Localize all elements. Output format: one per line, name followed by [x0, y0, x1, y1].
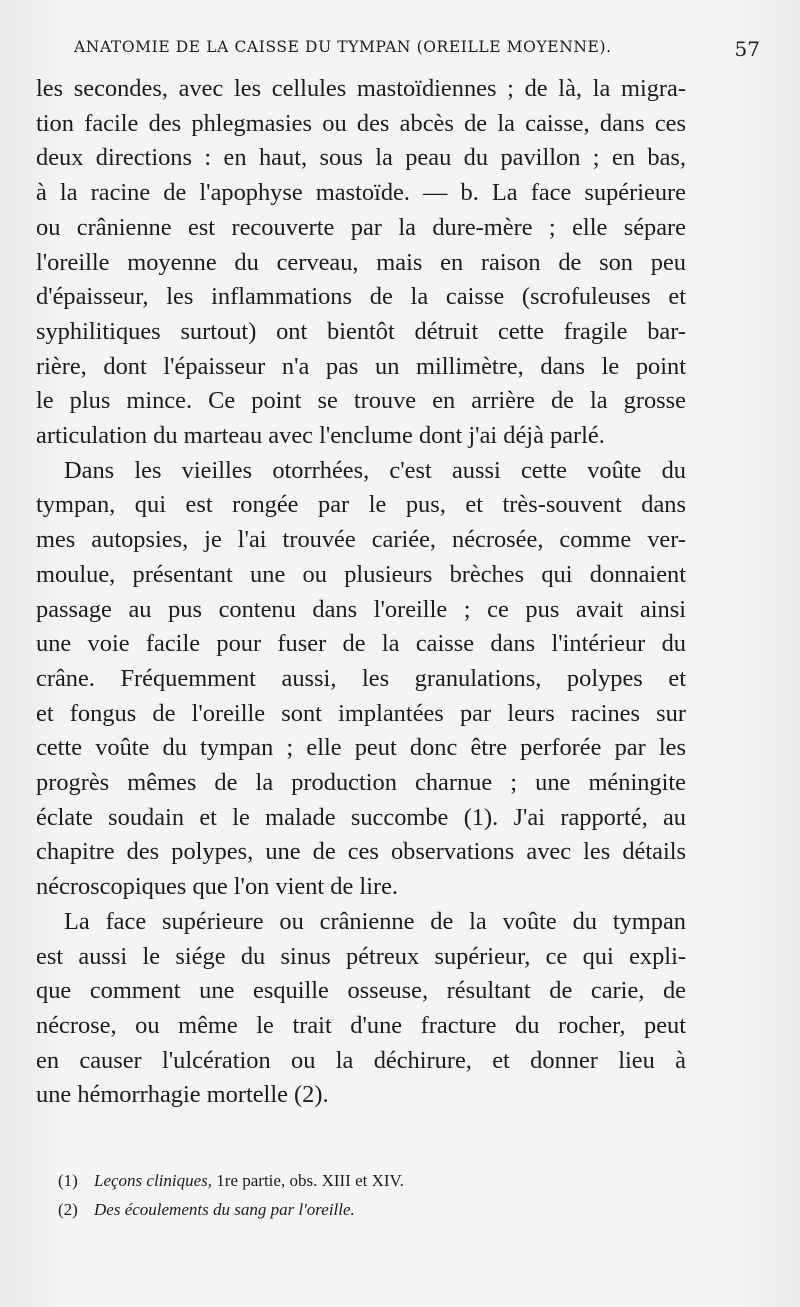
footnotes: [58, 1166, 658, 1224]
footnote-title: Leçons cliniques,: [94, 1171, 213, 1190]
text-line: tion facile des phlegmasies ou des abcès de la caisse, dans ces: [36, 109, 686, 137]
text-line: crâne. Fréquemment aussi, les granulations, polypes et: [36, 664, 686, 692]
text-line: progrès mêmes de la production charnue ; une méningite: [36, 769, 686, 797]
text-line: moulue, présentant une ou plusieurs brèches qui donnaient: [36, 560, 686, 588]
footnote-1: [58, 1166, 658, 1195]
text-line: deux directions : en haut, sous la peau du pavillon ; en bas,: [36, 144, 686, 172]
text-line: une voie facile pour fuser de la caisse dans l'intérieur du: [36, 630, 686, 658]
footnote-text: 1re partie, obs. XIII et XIV.: [212, 1171, 404, 1190]
text-line: le plus mince. Ce point se trouve en arrière de la grosse: [36, 387, 686, 415]
text-line: passage au pus contenu dans l'oreille ; ce pus avait ainsi: [36, 595, 686, 623]
text-line: une hémorrhagie mortelle (2).: [36, 1081, 329, 1109]
footnote-marker: (1): [58, 1171, 78, 1190]
text-line: chapitre des polypes, une de ces observations avec les détails: [36, 838, 686, 866]
text-line: nécrose, ou même le trait d'une fracture du rocher, peut: [36, 1011, 686, 1039]
footnote-title: Des écoulements du sang par l'oreille.: [94, 1200, 355, 1219]
footnote-2: [58, 1195, 658, 1224]
text-line: que comment une esquille osseuse, résultant de carie, de: [36, 977, 686, 1005]
text-line: à la racine de l'apophyse mastoïde. — b. La face supérieure: [36, 179, 686, 207]
text-line: mes autopsies, je l'ai trouvée cariée, nécrosée, comme ver-: [36, 526, 686, 554]
text-line: éclate soudain et le malade succombe (1). J'ai rapporté, au: [36, 803, 686, 831]
running-header: [36, 38, 760, 68]
text-line: est aussi le siége du sinus pétreux supérieur, ce qui expli-: [36, 942, 686, 970]
body-text: [36, 72, 686, 1113]
text-line: en causer l'ulcération ou la déchirure, et donner lieu à: [36, 1046, 686, 1074]
text-line: les secondes, avec les cellules mastoïdiennes ; de là, la migra-: [36, 75, 686, 102]
text-line: tympan, qui est rongée par le pus, et très-souvent dans: [36, 491, 686, 519]
text-line: ou crânienne est recouverte par la dure-mère ; elle sépare: [36, 213, 686, 241]
page-number: 57: [734, 37, 760, 61]
paragraph-start-line: La face supérieure ou crânienne de la voûte du tympan: [64, 907, 686, 935]
footnote-marker: (2): [58, 1200, 78, 1219]
text-line: nécroscopiques que l'on vient de lire.: [36, 873, 399, 901]
text-line: cette voûte du tympan ; elle peut donc être perforée par les: [36, 734, 686, 762]
text-line: l'oreille moyenne du cerveau, mais en raison de son peu: [36, 248, 686, 276]
text-line: rière, dont l'épaisseur n'a pas un millimètre, dans le point: [36, 352, 686, 380]
text-line: et fongus de l'oreille sont implantées par leurs racines sur: [36, 699, 686, 727]
text-line: syphilitiques surtout) ont bientôt détruit cette fragile bar-: [36, 317, 686, 345]
paragraph-start-line: Dans les vieilles otorrhées, c'est aussi cette voûte du: [64, 456, 686, 484]
running-header-title: ANATOMIE DE LA CAISSE DU TYMPAN (OREILLE MOYENNE).: [74, 38, 612, 56]
text-line: d'épaisseur, les inflammations de la caisse (scrofuleuses et: [36, 283, 686, 311]
text-line: articulation du marteau avec l'enclume dont j'ai déjà parlé.: [36, 422, 605, 450]
